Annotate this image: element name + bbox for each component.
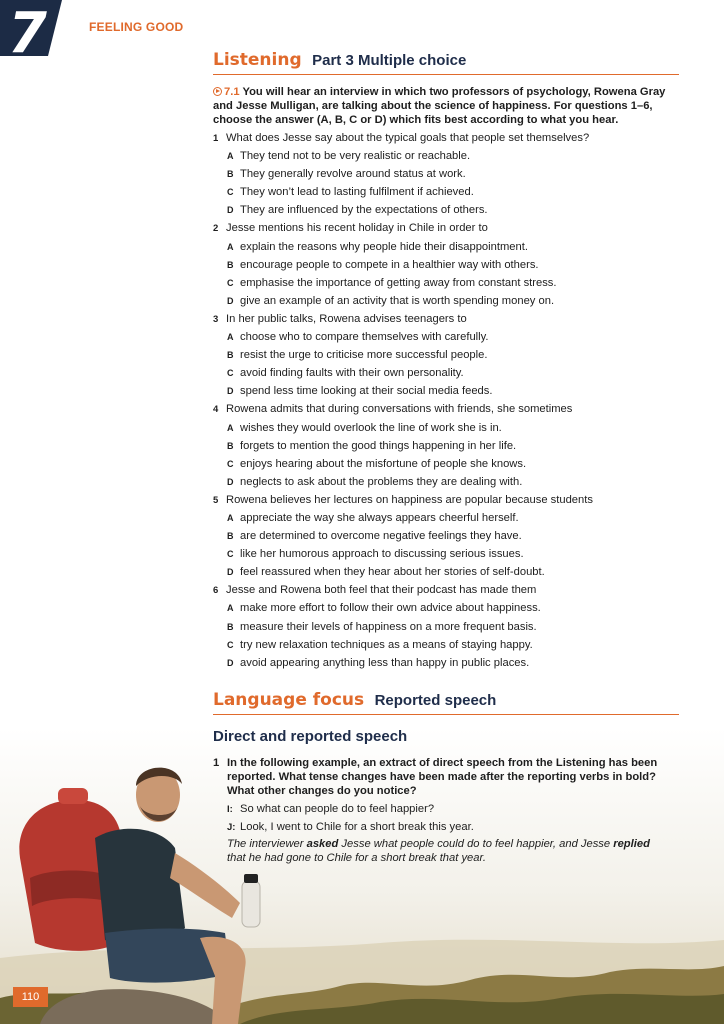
dialogue-speaker: J: — [227, 822, 236, 833]
option-text: are determined to overcome negative feelings they have. — [240, 530, 522, 543]
unit-number: 7 — [8, 1, 47, 56]
answer-option-1b[interactable] — [213, 165, 683, 183]
answer-option-5c[interactable] — [213, 545, 683, 563]
option-letter: B — [227, 350, 234, 361]
reported-text: The interviewer — [227, 838, 307, 850]
question-2 — [213, 219, 683, 237]
reported-text: that he had gone to Chile for a short break that year. — [227, 852, 486, 864]
answer-option-5a[interactable] — [213, 509, 683, 527]
page-number: 110 — [13, 987, 48, 1007]
dialogue-line — [227, 803, 434, 815]
option-text: They are influenced by the expectations of others. — [240, 204, 488, 217]
question-number: 4 — [213, 404, 219, 416]
option-letter: D — [227, 386, 234, 397]
exercise-number: 1 — [213, 757, 220, 769]
answer-option-4a[interactable] — [213, 419, 683, 437]
option-letter: A — [227, 603, 234, 614]
dialogue-speaker: I: — [227, 804, 233, 815]
answer-option-3d[interactable] — [213, 382, 683, 400]
option-text: They won’t lead to lasting fulfilment if achieved. — [240, 186, 474, 199]
option-letter: B — [227, 531, 234, 542]
question-text: What does Jesse say about the typical goals that people set themselves? — [226, 132, 590, 144]
question-text: Jesse and Rowena both feel that their podcast has made them — [226, 584, 537, 597]
option-text: make more effort to follow their own advice about happiness. — [240, 602, 541, 615]
option-text: choose who to compare themselves with carefully. — [240, 331, 489, 344]
dialogue-line — [227, 821, 474, 833]
option-letter: B — [227, 440, 234, 451]
option-letter: A — [227, 151, 234, 162]
question-number: 5 — [213, 494, 219, 506]
option-text: They tend not to be very realistic or reachable. — [240, 150, 471, 163]
option-letter: A — [227, 512, 234, 523]
option-letter: B — [227, 621, 234, 632]
option-letter: D — [227, 205, 234, 216]
answer-option-6d[interactable] — [213, 654, 683, 672]
dialogue-text: So what can people do to feel happier? — [240, 803, 435, 815]
option-letter: A — [227, 332, 234, 343]
option-text: explain the reasons why people hide their disappointment. — [240, 240, 528, 253]
question-3 — [213, 310, 683, 328]
language-focus-title: Language focus — [213, 690, 365, 710]
answer-option-3a[interactable] — [213, 328, 683, 346]
listening-title: Listening — [213, 50, 302, 70]
option-text: encourage people to compete in a healthier way with others. — [240, 258, 539, 271]
option-text: appreciate the way she always appears cheerful herself. — [240, 511, 519, 524]
instructions-text: You will hear an interview in which two professors of psychology, Rowena Gray and Jesse Mulligan, are talking about the science of happiness. For questions 1–6, choose the answer (A, B, C or D) which fits best according to what you hear. — [213, 86, 666, 126]
question-number: 2 — [213, 223, 219, 235]
answer-option-2c[interactable] — [213, 274, 683, 292]
audio-track-number: 7.1 — [224, 86, 240, 98]
answer-option-1a[interactable] — [213, 147, 683, 165]
option-text: They generally revolve around status at work. — [240, 168, 466, 181]
reporting-verb: asked — [306, 838, 339, 850]
answer-option-5b[interactable] — [213, 527, 683, 545]
dialogue-text: Look, I went to Chile for a short break this year. — [240, 821, 474, 833]
option-text: like her humorous approach to discussing serious issues. — [240, 548, 524, 561]
answer-option-1c[interactable] — [213, 183, 683, 201]
listening-instructions — [213, 85, 679, 127]
answer-option-5d[interactable] — [213, 563, 683, 581]
option-letter: C — [227, 187, 234, 198]
exercise-1 — [213, 756, 663, 798]
option-text: give an example of an activity that is worth spending money on. — [240, 294, 555, 307]
question-list — [213, 129, 683, 672]
language-focus-header — [213, 690, 679, 715]
option-letter: D — [227, 295, 234, 306]
answer-option-6c[interactable] — [213, 636, 683, 654]
question-5 — [213, 491, 683, 509]
option-letter: C — [227, 277, 234, 288]
option-text: emphasise the importance of getting away from constant stress. — [240, 276, 557, 289]
exercise-text: In the following example, an extract of direct speech from the Listening has been reported. What tense changes have been made after the reporting verbs in bold? What other changes do you notice? — [227, 757, 658, 797]
option-letter: D — [227, 476, 234, 487]
option-letter: C — [227, 639, 234, 650]
option-letter: D — [227, 567, 234, 578]
answer-option-4c[interactable] — [213, 455, 683, 473]
option-text: avoid appearing anything less than happy in public places. — [240, 656, 530, 669]
option-letter: C — [227, 458, 234, 469]
unit-number-tab — [0, 0, 62, 56]
option-text: avoid finding faults with their own personality. — [240, 367, 464, 380]
option-letter: A — [227, 422, 234, 433]
option-text: spend less time looking at their social media feeds. — [240, 385, 493, 398]
answer-option-2d[interactable] — [213, 292, 683, 310]
answer-option-2a[interactable] — [213, 238, 683, 256]
option-letter: A — [227, 241, 234, 252]
audio-play-icon[interactable] — [213, 87, 222, 96]
question-text: In her public talks, Rowena advises teenagers to — [226, 312, 467, 325]
reporting-verb: replied — [613, 838, 650, 850]
option-text: forgets to mention the good things happening in her life. — [240, 439, 517, 452]
question-text: Rowena believes her lectures on happiness are popular because students — [226, 493, 593, 506]
option-text: feel reassured when they hear about her stories of self-doubt. — [240, 566, 545, 579]
question-number: 1 — [213, 133, 219, 144]
question-6 — [213, 581, 683, 599]
answer-option-3c[interactable] — [213, 364, 683, 382]
listening-header — [213, 50, 679, 75]
question-text: Jesse mentions his recent holiday in Chile in order to — [226, 222, 488, 235]
reported-text: Jesse what people could do to feel happier, and Jesse — [338, 838, 614, 850]
answer-option-4d[interactable] — [213, 473, 683, 491]
answer-option-1d[interactable] — [213, 201, 683, 219]
option-text: try new relaxation techniques as a means of staying happy. — [240, 638, 533, 651]
listening-subtitle: Part 3 Multiple choice — [312, 52, 467, 69]
option-letter: D — [227, 657, 234, 668]
option-text: neglects to ask about the problems they are dealing with. — [240, 475, 523, 488]
direct-reported-heading: Direct and reported speech — [213, 728, 408, 745]
question-number: 3 — [213, 313, 219, 325]
question-1 — [213, 129, 683, 147]
language-focus-subtitle: Reported speech — [374, 692, 497, 709]
option-text: wishes they would overlook the line of work she is in. — [240, 421, 502, 434]
answer-option-2b[interactable] — [213, 256, 683, 274]
question-4 — [213, 400, 683, 418]
reported-speech-example — [227, 837, 667, 865]
option-text: measure their levels of happiness on a more frequent basis. — [240, 620, 537, 633]
chapter-title: FEELING GOOD — [89, 20, 184, 34]
question-text: Rowena admits that during conversations with friends, she sometimes — [226, 403, 573, 416]
option-text: enjoys hearing about the misfortune of people she knows. — [240, 457, 527, 470]
answer-option-6a[interactable] — [213, 599, 683, 617]
option-letter: B — [227, 169, 234, 180]
option-letter: C — [227, 368, 234, 379]
option-letter: B — [227, 259, 234, 270]
question-number: 6 — [213, 585, 219, 597]
answer-option-6b[interactable] — [213, 618, 683, 636]
answer-option-3b[interactable] — [213, 346, 683, 364]
answer-option-4b[interactable] — [213, 437, 683, 455]
option-letter: C — [227, 549, 234, 560]
option-text: resist the urge to criticise more successful people. — [240, 349, 488, 362]
